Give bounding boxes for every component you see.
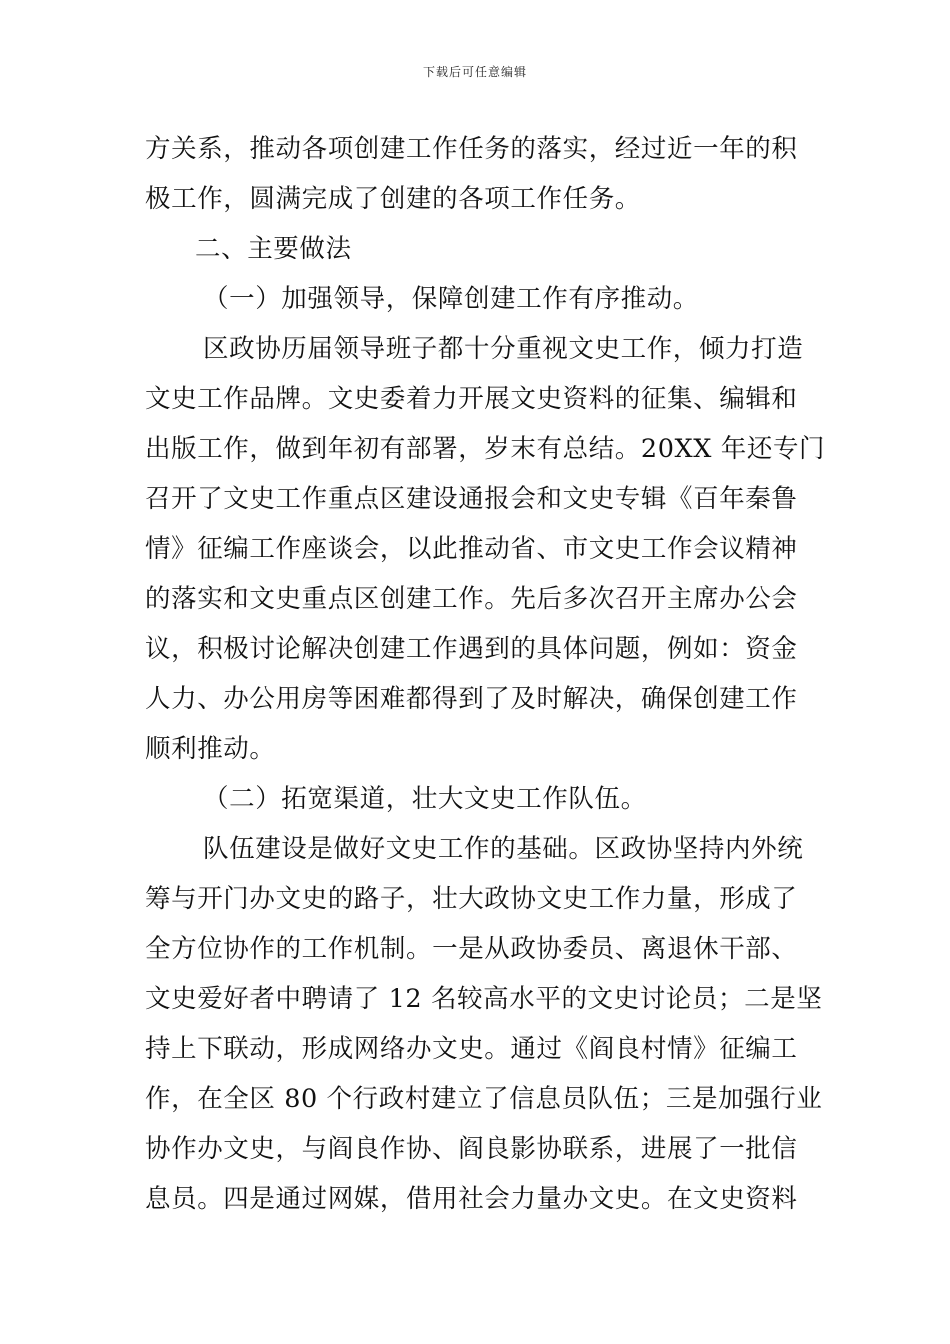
paragraph-line: 文史爱好者中聘请了 12 名较高水平的文史讨论员；二是坚 xyxy=(145,984,823,1014)
paragraph-line: 顺利推动。 xyxy=(145,734,276,764)
paragraph-line: 人力、办公用房等困难都得到了及时解决，确保创建工作 xyxy=(145,684,798,714)
subsection-heading: （二）拓宽渠道，壮大文史工作队伍。 xyxy=(203,784,647,814)
paragraph-line: 队伍建设是做好文史工作的基础。区政协坚持内外统 xyxy=(203,834,804,864)
paragraph-line: 方关系，推动各项创建工作任务的落实，经过近一年的积 xyxy=(145,134,798,164)
paragraph-line: 区政协历届领导班子都十分重视文史工作，倾力打造 xyxy=(203,334,804,364)
paragraph-line: 息员。四是通过网媒，借用社会力量办文史。在文史资料 xyxy=(145,1184,798,1214)
paragraph-line: 召开了文史工作重点区建设通报会和文史专辑《百年秦鲁 xyxy=(145,484,798,514)
paragraph-line: 作，在全区 80 个行政村建立了信息员队伍；三是加强行业 xyxy=(145,1084,823,1114)
paragraph-line: 的落实和文史重点区创建工作。先后多次召开主席办公会 xyxy=(145,584,798,614)
paragraph-line: 文史工作品牌。文史委着力开展文史资料的征集、编辑和 xyxy=(145,384,798,414)
paragraph-line: 协作办文史，与阎良作协、阎良影协联系，进展了一批信 xyxy=(145,1134,798,1164)
paragraph-line: 出版工作，做到年初有部署，岁末有总结。20XX 年还专门 xyxy=(145,434,826,464)
subsection-heading: （一）加强领导，保障创建工作有序推动。 xyxy=(203,284,699,314)
paragraph-line: 议，积极讨论解决创建工作遇到的具体问题，例如：资金 xyxy=(145,634,798,664)
paragraph-line: 极工作，圆满完成了创建的各项工作任务。 xyxy=(145,184,641,214)
paragraph-line: 情》征编工作座谈会，以此推动省、市文史工作会议精神 xyxy=(145,534,798,564)
document-body xyxy=(145,124,826,1224)
paragraph-line: 持上下联动，形成网络办文史。通过《阎良村情》征编工 xyxy=(145,1034,798,1064)
page-header: 下载后可任意编辑 xyxy=(422,65,527,79)
paragraph-line: 筹与开门办文史的路子，壮大政协文史工作力量，形成了 xyxy=(145,884,798,914)
section-heading: 二、主要做法 xyxy=(195,234,352,264)
paragraph-line: 全方位协作的工作机制。一是从政协委员、离退休干部、 xyxy=(145,934,798,964)
